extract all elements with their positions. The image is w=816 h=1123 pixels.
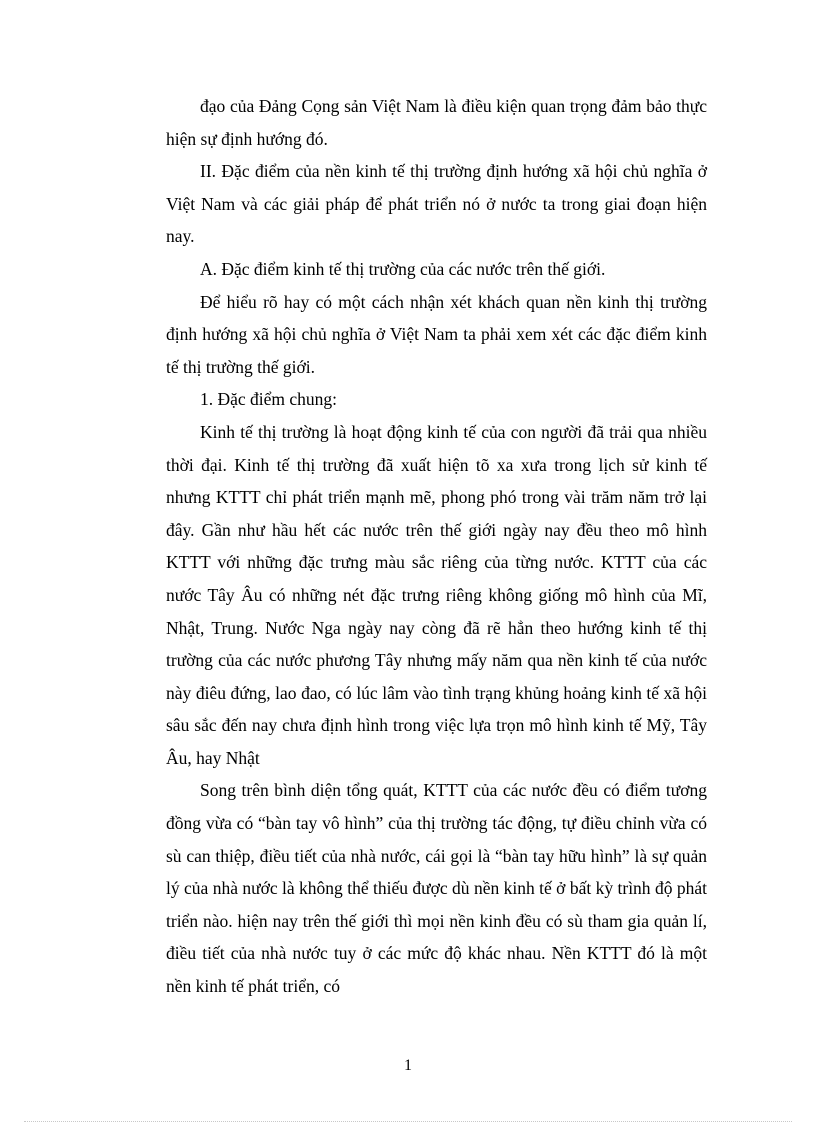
document-body — [166, 90, 707, 1003]
paragraph-market-economy: Kinh tế thị trường là hoạt động kinh tế của con người đã trải qua nhiều thời đại. Kinh tế thị trường đã xuất hiện tõ xa xưa trong lịch sử kinh tế nhưng KTTT chỉ phát triển mạnh mẽ, phong phó trong vài trăm năm trở lại đây. Gần như hầu hết các nước trên thế giới ngày nay đều theo mô hình KTTT với những đặc trưng màu sắc riêng của từng nước. KTTT của các nước Tây Âu có những nét đặc trưng riêng không giống mô hình của Mĩ, Nhật, Trung. Nước Nga ngày nay còng đã rẽ hẳn theo hướng kinh tế thị trường của các nước phương Tây nhưng mấy năm qua nền kinh tế của nước này điêu đứng, lao đao, có lúc lâm vào tình trạng khủng hoảng kinh tế xã hội sâu sắc đến nay chưa định hình trong việc lựa trọn mô hình kinh tế Mỹ, Tây Âu, hay Nhật — [166, 421, 707, 768]
heading-general-features: 1. Đặc điểm chung: — [200, 389, 338, 410]
heading-section-a: A. Đặc điểm kinh tế thị trường của các nước trên thế giới. — [200, 258, 606, 279]
paragraph-intro: Để hiểu rõ hay có một cách nhận xét khách quan nền kinh thị trường định hướng xã hội chủ nghĩa ở Việt Nam ta phải xem xét các đặc điểm kinh tế thị trường thế giới. — [166, 291, 707, 377]
paragraph-invisible-hand: Song trên bình diện tổng quát, KTTT của các nước đều có điểm tương đồng vừa có “bàn tay vô hình” của thị trường tác động, tự điều chỉnh vừa có sù can thiệp, điều tiết của nhà nước, cái gọi là “bàn tay hữu hình” là sự quản lý của nhà nước là không thể thiếu được dù nền kinh tế ở bất kỳ trình độ phát triển nào. hiện nay trên thế giới thì mọi nền kinh đều có sù tham gia quản lí, điều tiết của nhà nước tuy ở các mức độ khác nhau. Nền KTTT đó là một nền kinh tế phát triển, có — [166, 780, 707, 997]
page-bottom-divider — [24, 1121, 792, 1122]
paragraph-1: đạo của Đảng Cọng sản Việt Nam là điều kiện quan trọng đảm bảo thực hiện sự định hướng đó. — [166, 96, 707, 149]
heading-section-ii: II. Đặc điểm của nền kinh tế thị trường định hướng xã hội chủ nghĩa ở Việt Nam và các giải pháp để phát triển nó ở nước ta trong giai đoạn hiện nay. — [166, 161, 707, 247]
page-number: 1 — [404, 1057, 412, 1074]
